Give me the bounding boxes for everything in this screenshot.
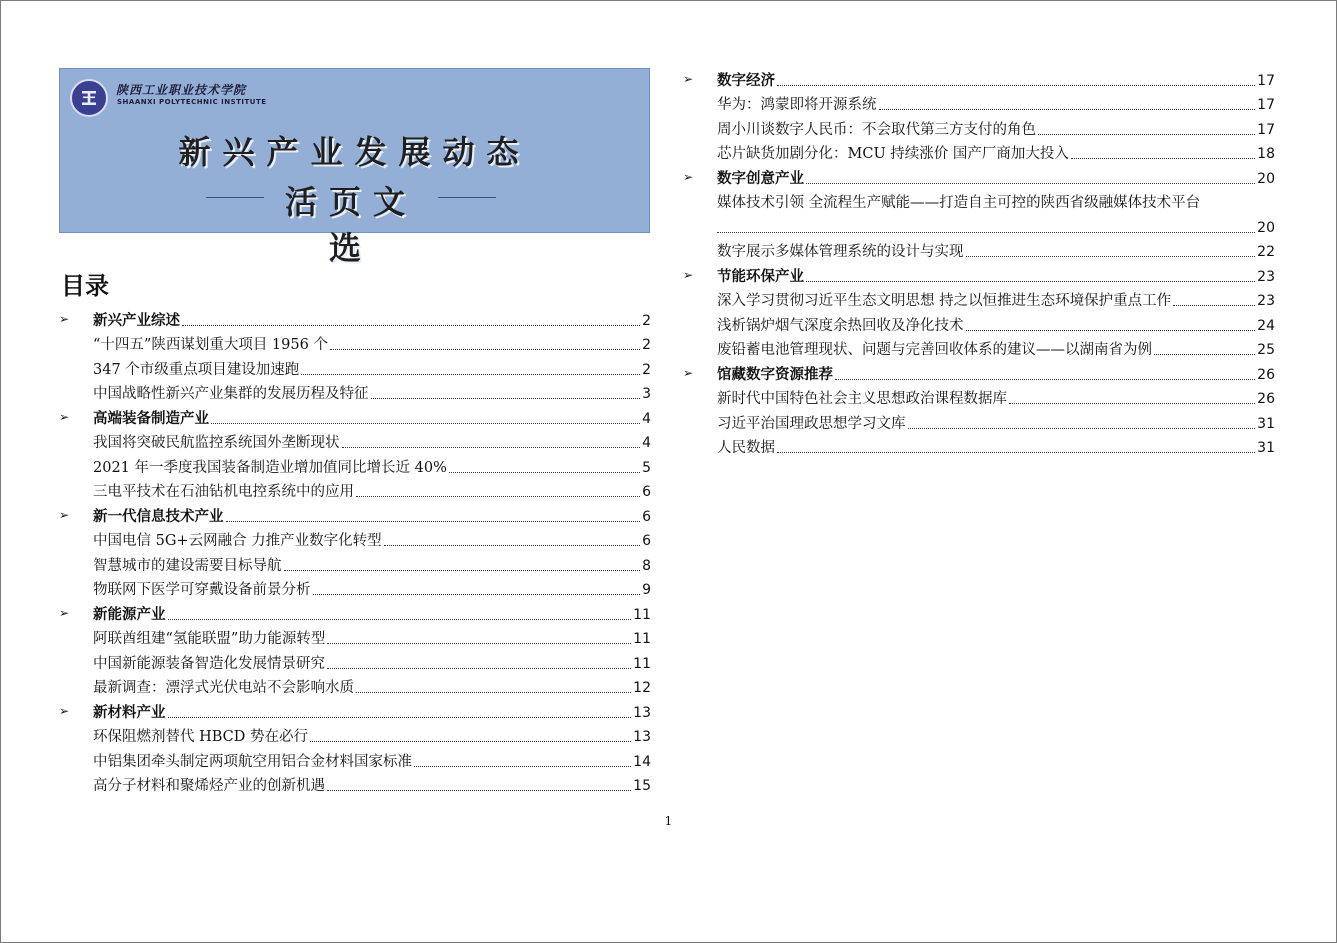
toc-entry-page: 2 [642, 361, 651, 378]
toc-section-title: 新一代信息技术产业 [93, 508, 224, 525]
school-name-en: SHAANXI POLYTECHNIC INSTITUTE [117, 98, 267, 106]
toc-entry[interactable] [683, 433, 1275, 458]
toc-entry[interactable] [59, 477, 651, 502]
dot-leader [1071, 158, 1255, 159]
dot-leader [717, 232, 1255, 233]
dot-leader [211, 423, 640, 424]
toc-entry-title: 中国电信 5G+云网融合 力推产业数字化转型 [93, 533, 382, 549]
toc-entry-title: 中铝集团牵头制定两项航空用铝合金材料国家标准 [93, 753, 412, 770]
toc-entry-page: 22 [1257, 244, 1275, 260]
toc-entry-title: 芯片缺货加剧分化：MCU 持续涨价 国产厂商加大投入 [717, 146, 1069, 162]
dot-leader [806, 183, 1255, 184]
toc-entry-page: 20 [1257, 170, 1275, 187]
school-name-cn: 陕西工业职业技术学院 [116, 83, 247, 97]
toc-section[interactable] [59, 305, 651, 330]
dot-leader [284, 570, 641, 571]
dot-leader [1173, 305, 1255, 306]
dot-leader [966, 330, 1256, 331]
school-logo-icon [70, 79, 108, 117]
toc-left-column [59, 305, 651, 795]
toc-entry[interactable] [683, 237, 1275, 262]
toc-entry-page: 11 [633, 631, 651, 647]
dot-leader [879, 109, 1256, 110]
section-arrow-icon: ➢ [59, 507, 70, 522]
toc-entry-page: 2 [642, 312, 651, 329]
toc-entry-title: 物联网下医学可穿戴设备前景分析 [93, 582, 311, 598]
toc-section-title: 高端装备制造产业 [93, 410, 209, 427]
toc-entry-page: 25 [1257, 342, 1275, 358]
toc-entry-page: 31 [1257, 440, 1275, 456]
toc-entry[interactable] [59, 452, 651, 477]
dot-leader [327, 790, 631, 791]
toc-entry-title: “十四五”陕西谋划重大项目 1956 个 [93, 337, 328, 353]
toc-entry-page: 17 [1257, 97, 1275, 113]
toc-entry-page: 12 [633, 680, 651, 696]
toc-entry-title: 华为：鸿蒙即将开源系统 [717, 97, 877, 113]
dot-leader [327, 643, 631, 644]
dot-leader [301, 374, 640, 375]
section-arrow-icon: ➢ [683, 267, 694, 282]
dot-leader [966, 256, 1256, 257]
toc-entry-title: 媒体技术引领 全流程生产赋能——打造自主可控的陕西省级融媒体技术平台 [717, 195, 1201, 211]
dot-leader [226, 521, 641, 522]
section-arrow-icon: ➢ [59, 311, 70, 326]
toc-entry-page: 6 [642, 508, 651, 525]
toc-entry-title: 周小川谈数字人民币：不会取代第三方支付的角色 [717, 121, 1036, 138]
toc-entry-page: 6 [642, 484, 651, 500]
toc-heading: 目录 [61, 272, 109, 300]
dot-leader [342, 447, 641, 448]
toc-entry[interactable] [59, 330, 651, 355]
toc-entry-title: 347 个市级重点项目建设加速跑 [93, 361, 300, 378]
toc-entry-page: 6 [642, 533, 651, 549]
dot-leader [777, 452, 1255, 453]
toc-entry[interactable] [59, 648, 651, 673]
toc-entry[interactable] [59, 624, 651, 649]
toc-entry[interactable] [59, 550, 651, 575]
toc-entry[interactable] [683, 114, 1275, 139]
toc-entry[interactable] [683, 310, 1275, 335]
dot-leader [414, 766, 631, 767]
section-arrow-icon: ➢ [683, 71, 694, 86]
toc-entry[interactable] [683, 188, 1275, 213]
dot-leader [168, 717, 632, 718]
toc-entry-title: 智慧城市的建设需要目标导航 [93, 557, 282, 574]
toc-section[interactable] [59, 501, 651, 526]
toc-section[interactable] [683, 261, 1275, 286]
dot-leader [384, 545, 640, 546]
page-number: 1 [664, 814, 673, 828]
dot-leader [1038, 134, 1255, 135]
toc-entry-title: 2021 年一季度我国装备制造业增加值同比增长近 40% [93, 459, 447, 476]
toc-section[interactable] [59, 697, 651, 722]
dot-leader [1009, 403, 1255, 404]
dot-leader [330, 349, 640, 350]
dot-leader [806, 281, 1255, 282]
toc-entry-title: 高分子材料和聚烯烃产业的创新机遇 [93, 778, 325, 794]
dot-leader [182, 325, 640, 326]
section-arrow-icon: ➢ [59, 605, 70, 620]
banner-subtitle-row [60, 177, 649, 267]
toc-entry-page: 15 [633, 778, 651, 794]
toc-entry[interactable] [683, 139, 1275, 164]
toc-entry-title: 我国将突破民航监控系统国外垄断现状 [93, 435, 340, 451]
toc-entry-title: 中国新能源装备智造化发展情景研究 [93, 655, 325, 672]
toc-entry[interactable] [683, 335, 1275, 360]
dot-leader [356, 692, 631, 693]
dot-leader [777, 85, 1255, 86]
toc-entry-title: 废铅蓄电池管理现状、问题与完善回收体系的建议——以湖南省为例 [717, 342, 1152, 358]
toc-entry-title: 深入学习贯彻习近平生态文明思想 持之以恒推进生态环境保护重点工作 [717, 293, 1172, 309]
toc-entry-title: 最新调查：漂浮式光伏电站不会影响水质 [93, 680, 354, 696]
toc-entry[interactable] [59, 575, 651, 600]
toc-entry-page: 17 [1257, 72, 1275, 89]
toc-entry[interactable] [59, 746, 651, 771]
dot-leader [371, 398, 641, 399]
toc-entry-page: 24 [1257, 317, 1275, 334]
toc-entry[interactable] [683, 408, 1275, 433]
toc-entry-page: 23 [1257, 268, 1275, 285]
toc-entry[interactable] [683, 286, 1275, 311]
toc-entry-page: 5 [642, 459, 651, 476]
dot-leader [168, 619, 632, 620]
toc-right-column [683, 65, 1275, 457]
section-arrow-icon: ➢ [683, 169, 694, 184]
toc-entry-page: 4 [642, 435, 651, 451]
toc-entry-page: 14 [633, 753, 651, 770]
toc-entry-title: 人民数据 [717, 440, 775, 456]
toc-entry-title: 三电平技术在石油钻机电控系统中的应用 [93, 484, 354, 500]
toc-entry[interactable] [59, 722, 651, 747]
subtitle-divider [438, 197, 496, 198]
dot-leader [327, 668, 631, 669]
toc-entry[interactable] [59, 354, 651, 379]
dot-leader [310, 741, 631, 742]
toc-section-title: 节能环保产业 [717, 268, 804, 285]
toc-section-title: 新材料产业 [93, 704, 166, 721]
toc-entry[interactable] [59, 428, 651, 453]
toc-entry-page: 11 [633, 655, 651, 672]
toc-entry-title: 数字展示多媒体管理系统的设计与实现 [717, 244, 964, 260]
dot-leader [313, 594, 641, 595]
toc-entry-page: 23 [1257, 293, 1275, 309]
toc-section[interactable] [59, 599, 651, 624]
toc-entry-title: 浅析锅炉烟气深度余热回收及净化技术 [717, 317, 964, 334]
toc-entry-page: 13 [633, 704, 651, 721]
toc-section-title: 新能源产业 [93, 606, 166, 623]
toc-section-title: 馆藏数字资源推荐 [717, 366, 833, 383]
toc-entry-page: 26 [1257, 391, 1275, 407]
dot-leader [835, 379, 1255, 380]
dot-leader [356, 496, 640, 497]
toc-entry-page: 8 [642, 557, 651, 574]
dot-leader [449, 472, 640, 473]
toc-entry-title: 习近平治国理政思想学习文库 [717, 415, 906, 432]
toc-entry[interactable] [59, 771, 651, 796]
dot-leader [1154, 354, 1255, 355]
toc-section[interactable] [683, 65, 1275, 90]
toc-section-title: 数字经济 [717, 72, 775, 89]
toc-section-title: 数字创意产业 [717, 170, 804, 187]
toc-entry-title: 中国战略性新兴产业集群的发展历程及特征 [93, 386, 369, 402]
toc-entry[interactable] [59, 526, 651, 551]
toc-entry-title: 环保阻燃剂替代 HBCD 势在必行 [93, 729, 309, 745]
toc-entry-page: 11 [633, 606, 651, 623]
banner-subtitle: 活页文选 [284, 183, 417, 267]
section-arrow-icon: ➢ [683, 365, 694, 380]
toc-entry-page: 18 [1257, 146, 1275, 162]
toc-entry[interactable] [59, 673, 651, 698]
toc-entry-continuation[interactable] [683, 212, 1275, 237]
toc-entry-page: 9 [642, 582, 651, 598]
toc-section[interactable] [683, 359, 1275, 384]
toc-section-title: 新兴产业综述 [93, 312, 180, 329]
banner-title: 新兴产业发展动态 [178, 133, 531, 171]
toc-entry-page: 3 [642, 386, 651, 402]
toc-entry-page: 17 [1257, 121, 1275, 138]
toc-section[interactable] [59, 403, 651, 428]
section-arrow-icon: ➢ [59, 409, 70, 424]
toc-entry[interactable] [683, 90, 1275, 115]
section-arrow-icon: ➢ [59, 703, 70, 718]
toc-entry-page: 20 [1257, 219, 1275, 236]
toc-entry-page: 13 [633, 729, 651, 745]
toc-entry-page: 2 [642, 337, 651, 353]
toc-entry[interactable] [683, 384, 1275, 409]
dot-leader [908, 428, 1256, 429]
toc-entry-title: 新时代中国特色社会主义思想政治课程数据库 [717, 391, 1007, 407]
toc-entry-page: 31 [1257, 415, 1275, 432]
toc-entry-page: 4 [642, 410, 651, 427]
header-banner [59, 68, 650, 267]
toc-entry[interactable] [59, 379, 651, 404]
toc-entry-page: 26 [1257, 366, 1275, 383]
toc-entry-title: 阿联酋组建“氢能联盟”助力能源转型 [93, 631, 326, 647]
subtitle-divider [206, 197, 264, 198]
toc-section[interactable] [683, 163, 1275, 188]
